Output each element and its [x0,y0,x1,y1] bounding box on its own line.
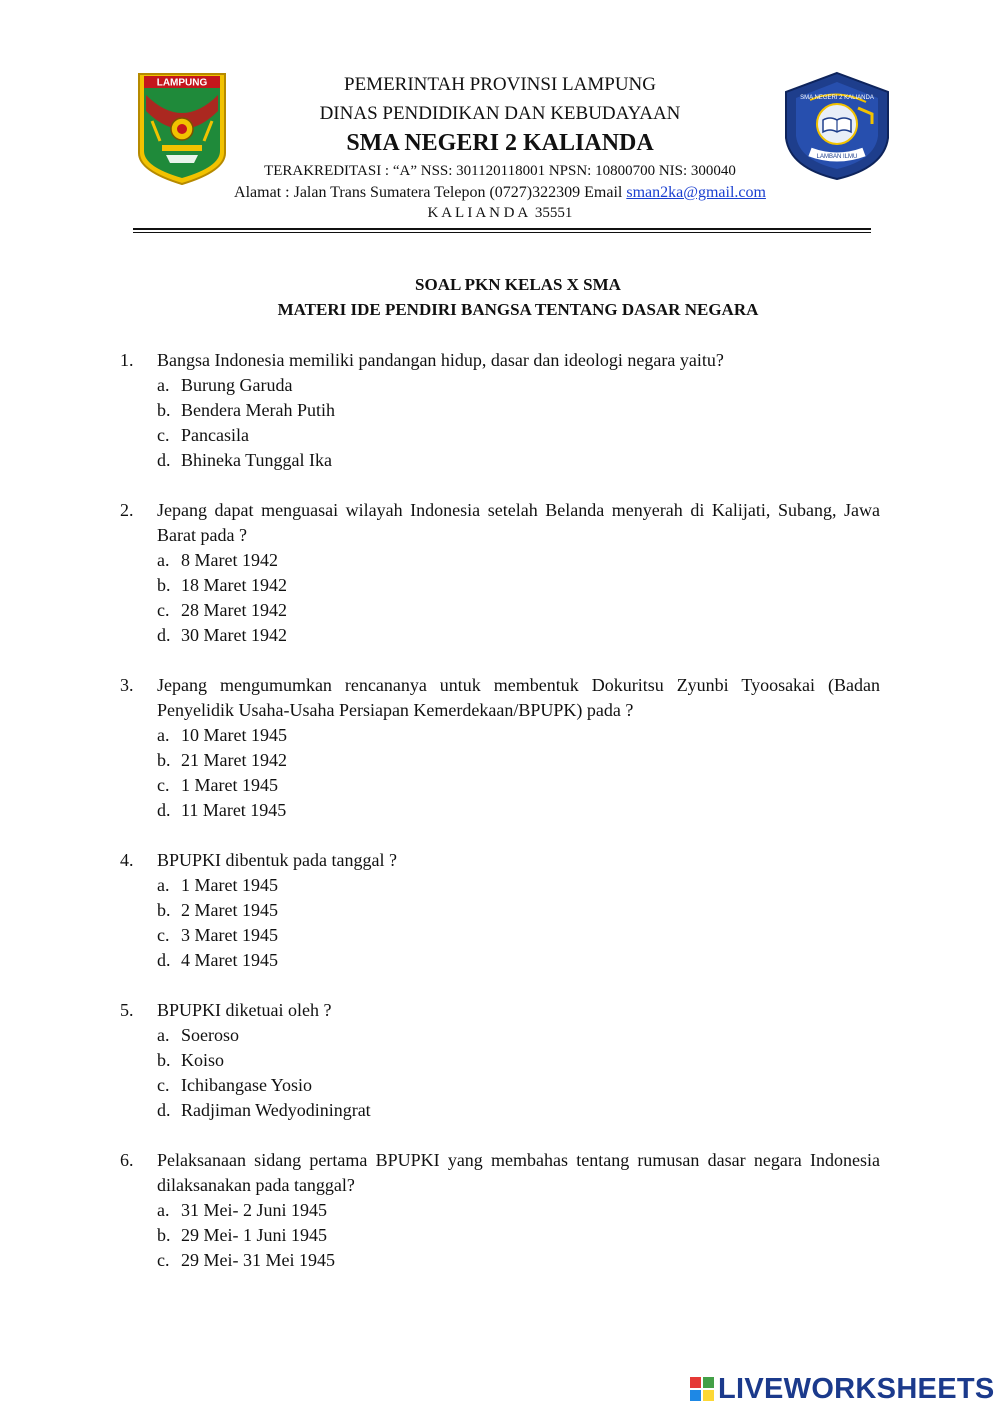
answer-option[interactable] [157,548,880,573]
answer-option[interactable] [157,1048,880,1073]
option-letter: c. [157,425,170,445]
left-logo-label: LAMPUNG [156,77,208,89]
option-text: 10 Maret 1945 [181,725,287,745]
option-letter: b. [157,400,171,420]
option-text: 28 Maret 1942 [181,600,287,620]
answer-option[interactable] [157,1098,880,1123]
option-text: 3 Maret 1945 [181,925,278,945]
option-letter: a. [157,725,170,745]
option-text: 1 Maret 1945 [181,775,278,795]
answer-option[interactable] [157,598,880,623]
option-text: Soeroso [181,1025,239,1045]
option-letter: a. [157,550,170,570]
question-text: Jepang dapat menguasai wilayah Indonesia setelah Belanda menyerah di Kalijati, Subang, Jawa Barat pada ? [157,500,880,545]
option-text: 31 Mei- 2 Juni 1945 [181,1200,327,1220]
answer-option[interactable] [157,448,880,473]
question-item [120,673,880,823]
question-text: Pelaksanaan sidang pertama BPUPKI yang membahas tentang rumusan dasar negara Indonesia dilaksanakan pada tanggal? [157,1150,880,1195]
option-text: Pancasila [181,425,249,445]
answer-option[interactable] [157,623,880,648]
question-number: 4. [120,850,134,870]
accreditation-info: TERAKREDITASI : “A” NSS: 301120118001 NPSN: 10800700 NIS: 300040 [264,163,736,179]
address-line [150,184,850,202]
option-letter: a. [157,1200,170,1220]
option-text: Koiso [181,1050,225,1070]
question-item [120,1148,880,1273]
answer-option[interactable] [157,1248,880,1273]
option-letter: c. [157,1075,170,1095]
answer-option[interactable] [157,573,880,598]
question-text: Jepang mengumumkan rencananya untuk membentuk Dokuritsu Zyunbi Tyoosakai (Badan Penyelidik Usaha-Usaha Persiapan Kemerdekaan/BPUPK) pada ? [157,675,880,720]
question-number: 3. [120,675,134,695]
worksheet-title: SOAL PKN KELAS X SMA [415,275,621,294]
school-name: SMA NEGERI 2 KALIANDA [346,130,654,156]
answer-option[interactable] [157,923,880,948]
option-letter: b. [157,1225,171,1245]
answer-option[interactable] [157,1073,880,1098]
question-number: 2. [120,500,134,520]
option-letter: b. [157,900,171,920]
option-letter: d. [157,800,171,820]
option-letter: c. [157,1250,170,1270]
option-text: 11 Maret 1945 [181,800,287,820]
option-text: 1 Maret 1945 [181,875,278,895]
worksheet-subtitle: MATERI IDE PENDIRI BANGSA TENTANG DASAR NEGARA [277,300,759,319]
answer-option[interactable] [157,1198,880,1223]
right-logo-top-label: SMA NEGERI 2 KALIANDA [800,95,874,101]
question-list [120,348,880,1298]
question-item [120,998,880,1123]
answer-option[interactable] [157,1023,880,1048]
option-text: 30 Maret 1942 [181,625,287,645]
option-letter: b. [157,575,171,595]
option-letter: a. [157,1025,170,1045]
option-letter: c. [157,925,170,945]
right-logo-bottom-label: LAMBAN ILMU [816,154,858,160]
question-text: BPUPKI dibentuk pada tanggal ? [157,850,397,870]
liveworksheets-logo-icon [690,1377,714,1401]
option-text: 21 Maret 1942 [181,750,287,770]
answer-option[interactable] [157,798,880,823]
question-text: BPUPKI diketuai oleh ? [157,1000,332,1020]
question-item [120,498,880,648]
option-text: Radjiman Wedyodiningrat [181,1100,371,1120]
city-postal: K A L I A N D A 35551 [427,205,573,221]
option-text: Ichibangase Yosio [181,1075,312,1095]
option-text: 29 Mei- 1 Juni 1945 [181,1225,327,1245]
answer-option[interactable] [157,898,880,923]
option-letter: c. [157,775,170,795]
header-divider-thin [133,232,871,233]
answer-option[interactable] [157,948,880,973]
liveworksheets-label: LIVEWORKSHEETS [718,1372,995,1405]
option-text: 2 Maret 1945 [181,900,278,920]
option-text: 4 Maret 1945 [181,950,278,970]
option-letter: d. [157,450,171,470]
question-text: Bangsa Indonesia memiliki pandangan hidup, dasar dan ideologi negara yaitu? [157,350,724,370]
answer-option[interactable] [157,1223,880,1248]
option-letter: d. [157,1100,171,1120]
option-letter: b. [157,750,171,770]
option-text: Burung Garuda [181,375,293,395]
email-link[interactable]: sman2ka@gmail.com [626,184,766,201]
option-letter: a. [157,875,170,895]
option-text: Bendera Merah Putih [181,400,335,420]
option-letter: d. [157,950,171,970]
answer-option[interactable] [157,748,880,773]
kop-department: DINAS PENDIDIKAN DAN KEBUDAYAAN [319,103,681,124]
option-text: 8 Maret 1942 [181,550,278,570]
option-letter: a. [157,375,170,395]
answer-option[interactable] [157,873,880,898]
question-item [120,848,880,973]
option-letter: b. [157,1050,171,1070]
answer-option[interactable] [157,723,880,748]
option-letter: c. [157,600,170,620]
liveworksheets-watermark [690,1372,995,1406]
answer-option[interactable] [157,398,880,423]
kop-government: PEMERINTAH PROVINSI LAMPUNG [344,74,656,95]
answer-option[interactable] [157,773,880,798]
question-number: 6. [120,1150,134,1170]
answer-option[interactable] [157,373,880,398]
question-number: 1. [120,350,134,370]
option-letter: d. [157,625,171,645]
header-divider-thick [133,228,871,230]
answer-option[interactable] [157,423,880,448]
question-number: 5. [120,1000,134,1020]
option-text: Bhineka Tunggal Ika [181,450,332,470]
question-item [120,348,880,473]
address-text: Alamat : Jalan Trans Sumatera Telepon (0727)322309 Email [234,184,623,201]
option-text: 18 Maret 1942 [181,575,287,595]
option-text: 29 Mei- 31 Mei 1945 [181,1250,335,1270]
